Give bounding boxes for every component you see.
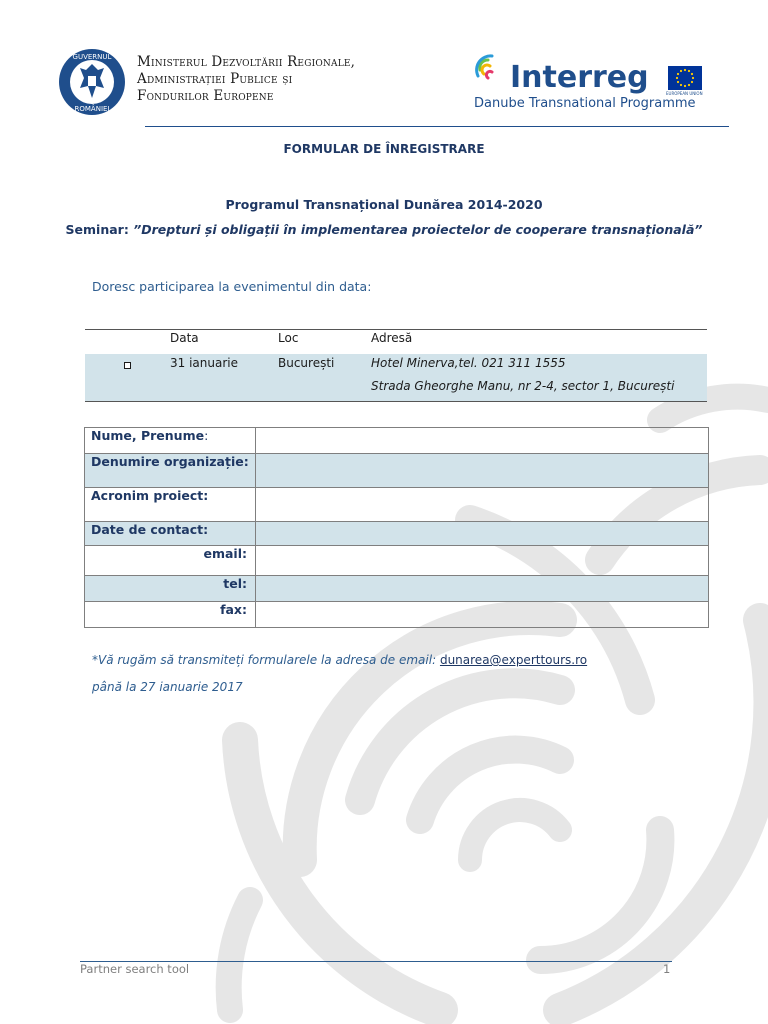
form-row-organization (85, 454, 709, 488)
fax-label: fax: (85, 602, 256, 628)
eu-caption: EUROPEAN UNION (666, 91, 703, 96)
submission-note (92, 653, 587, 667)
event-header-address: Adresă (371, 331, 413, 345)
seminar-name: ”Drepturi și obligații în implementarea proiectelor de cooperare transnațională” (133, 222, 703, 237)
form-row-acronym (85, 488, 709, 522)
form-row-fax (85, 602, 709, 628)
event-select-checkbox[interactable] (124, 362, 131, 369)
acronym-input-field[interactable] (256, 488, 709, 522)
footer-title: Partner search tool (80, 962, 190, 976)
event-place: București (278, 356, 335, 370)
submission-deadline: până la 27 ianuarie 2017 (92, 680, 243, 694)
seminar-title (0, 222, 768, 237)
tel-input-field[interactable] (256, 576, 709, 602)
event-date: 31 ianuarie (170, 356, 238, 370)
header-divider (145, 126, 729, 127)
seminar-label: Seminar: (65, 222, 129, 237)
ministry-name (137, 54, 355, 105)
form-row-email (85, 546, 709, 576)
participation-intro: Doresc participarea la evenimentul din data: (92, 279, 372, 294)
organization-label: Denumire organizație: (85, 454, 256, 488)
ministry-line-2: Administrației Publice și (137, 71, 293, 87)
fax-input-field[interactable] (256, 602, 709, 628)
contact-email-link[interactable]: dunarea@experttours.ro (439, 653, 588, 667)
event-table-top-border (85, 329, 707, 330)
event-header-date: Data (170, 331, 199, 345)
program-title: Programul Transnațional Dunărea 2014-2020 (225, 197, 543, 212)
event-header-place: Loc (278, 331, 299, 345)
government-seal-logo (58, 48, 126, 116)
email-label: email: (85, 546, 256, 576)
ministry-line-3: Fondurilor Europene (137, 88, 274, 104)
registration-form-table (84, 427, 709, 628)
page-number: 1 (663, 962, 671, 976)
seal-top-text: GUVERNUL (72, 53, 112, 61)
interreg-subtitle: Danube Transnational Programme (474, 96, 696, 111)
form-row-name (85, 428, 709, 454)
name-label: Nume, Prenume: (85, 428, 256, 454)
form-title: FORMULAR DE ÎNREGISTRARE (283, 142, 485, 156)
submission-note-text: *Vă rugăm să transmiteți formularele la adresa de email: (92, 653, 437, 667)
ministry-line-1: Ministerul Dezvoltării Regionale, (137, 54, 356, 70)
interreg-wave-icon (474, 50, 510, 86)
name-input-field[interactable] (256, 428, 709, 454)
seal-bottom-text: ROMÂNIEI (74, 105, 110, 113)
event-address-line-1: Hotel Minerva,tel. 021 311 1555 (371, 356, 566, 370)
contact-label: Date de contact: (85, 522, 256, 546)
eu-flag-icon (668, 66, 702, 90)
event-address-line-2: Strada Gheorghe Manu, nr 2-4, sector 1, București (371, 379, 675, 393)
form-row-tel (85, 576, 709, 602)
tel-label: tel: (85, 576, 256, 602)
acronym-label: Acronim proiect: (85, 488, 256, 522)
form-row-contact (85, 522, 709, 546)
email-input-field[interactable] (256, 546, 709, 576)
contact-header-cell (256, 522, 709, 546)
organization-input-field[interactable] (256, 454, 709, 488)
interreg-logo-text: Interreg (510, 60, 649, 95)
